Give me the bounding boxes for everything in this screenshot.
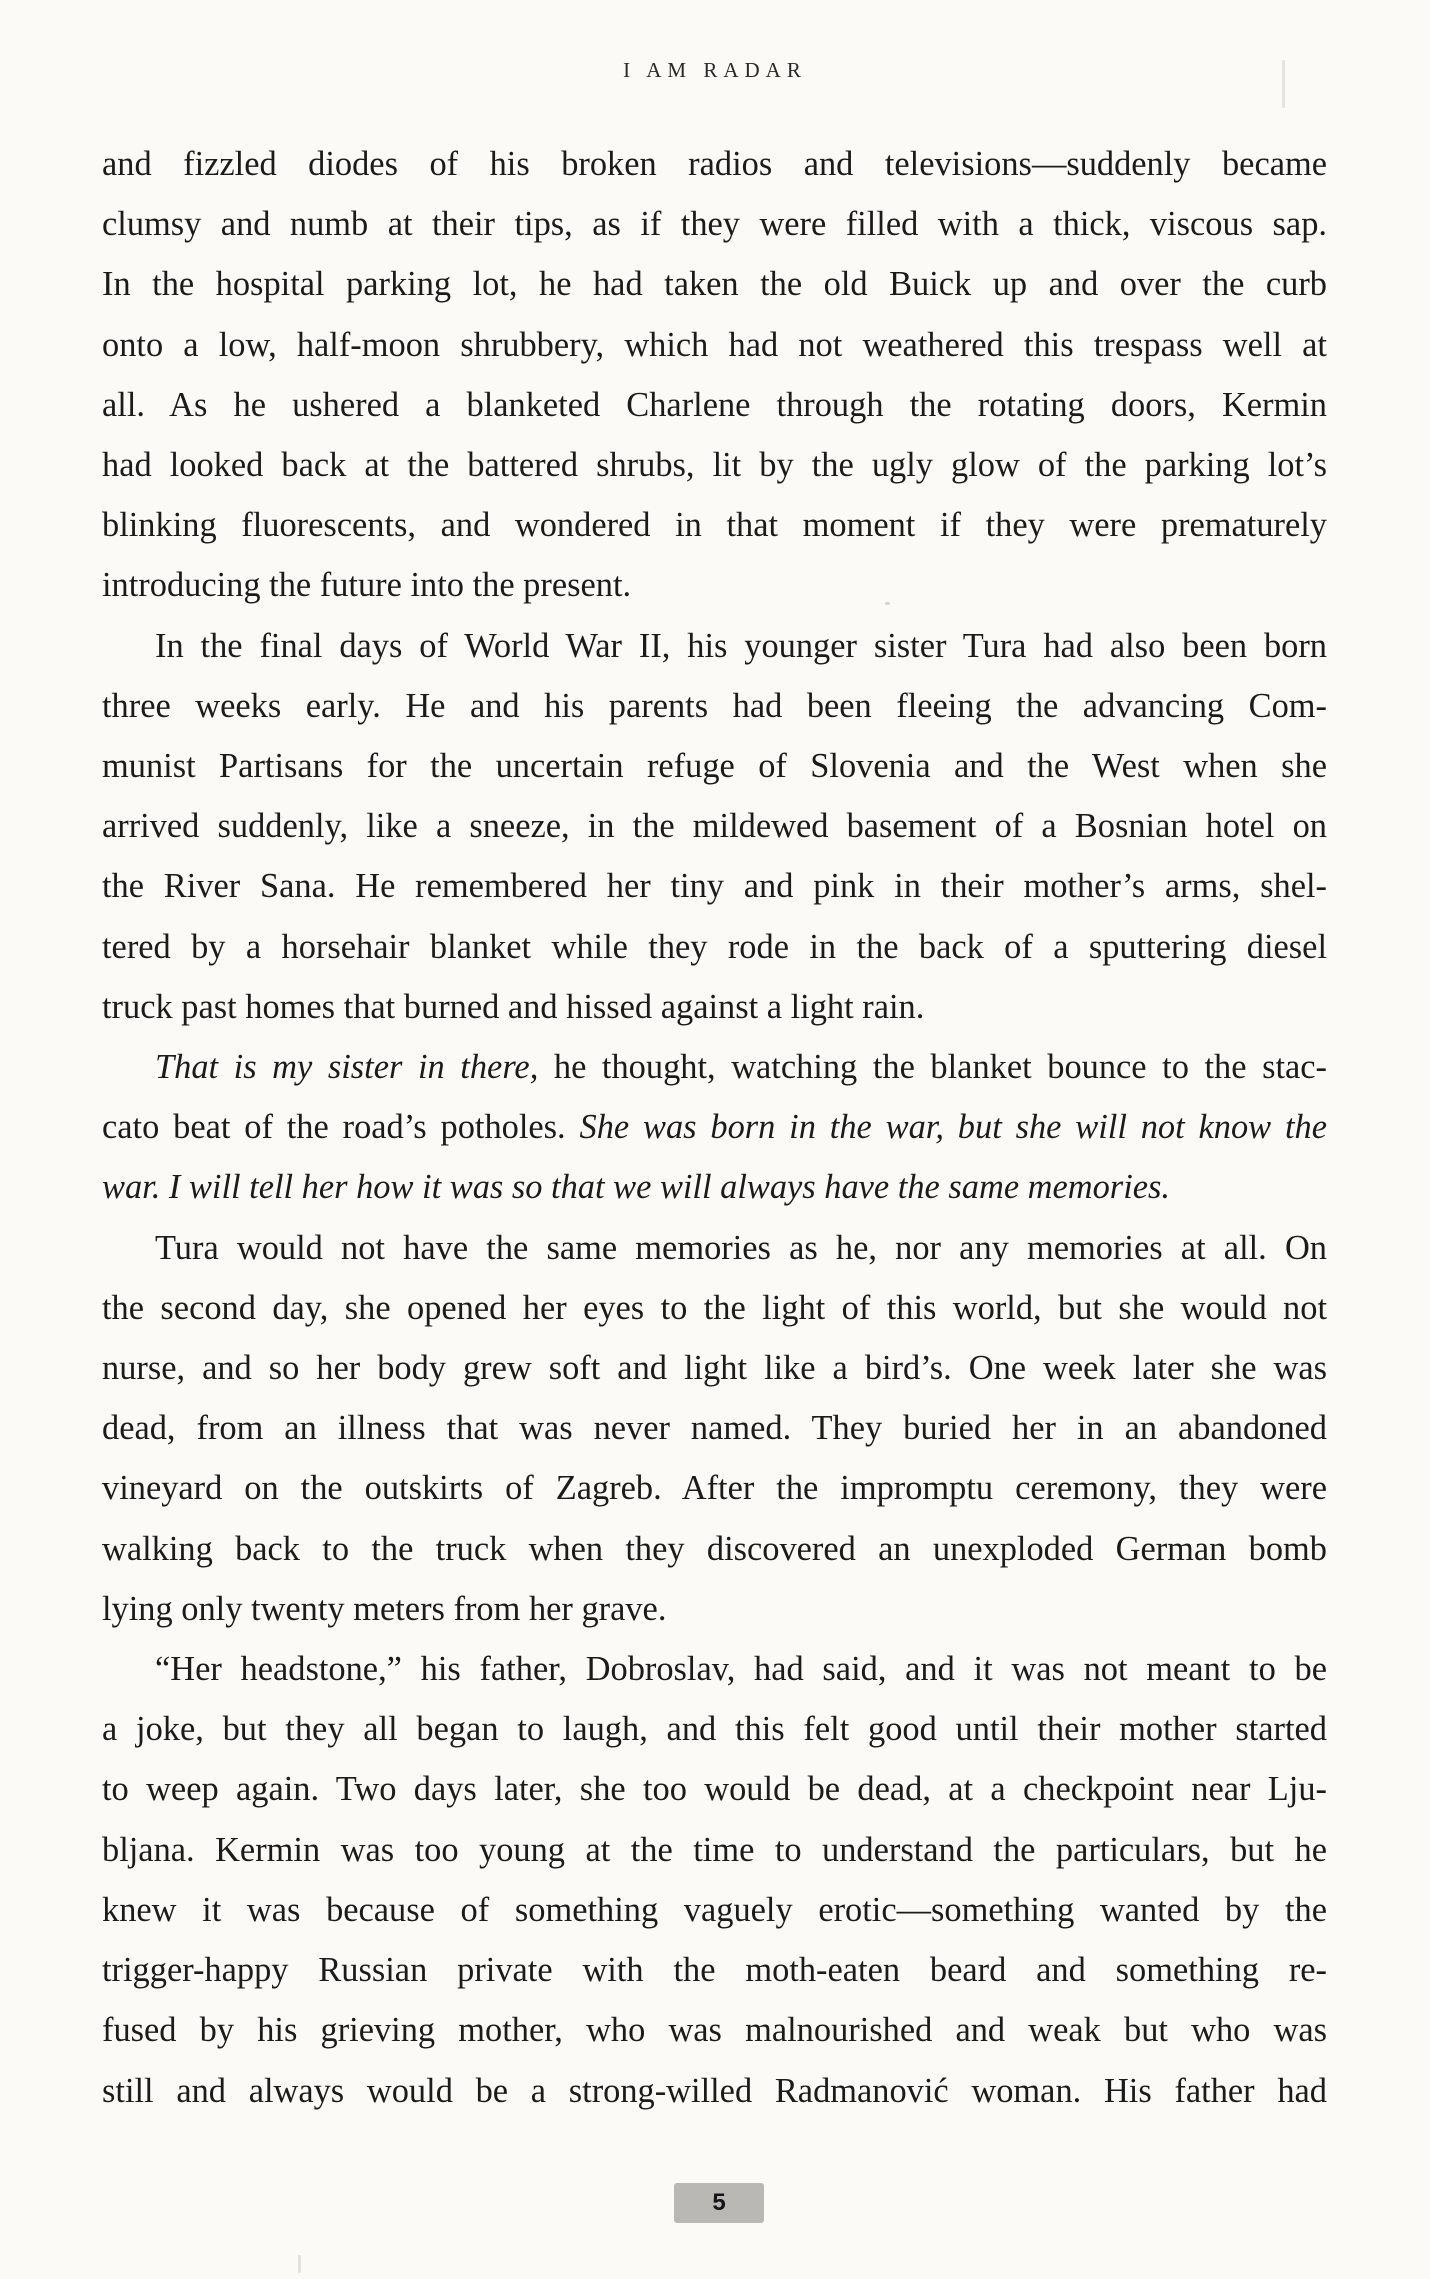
text-line: [102, 1639, 1327, 1699]
text-line: [102, 1037, 1327, 1097]
italic-text: That is my sister in there,: [155, 1048, 539, 1087]
text-run: vineyard on the outskirts of Zagreb. After the impromptu ceremony, they were: [102, 1469, 1327, 1508]
text-line: [102, 1278, 1327, 1338]
text-run: truck past homes that burned and hissed against a light rain.: [102, 987, 925, 1026]
text-run: bljana. Kermin was too young at the time to understand the particulars, but he: [102, 1830, 1327, 1869]
text-line: [102, 1218, 1327, 1278]
text-run: walking back to the truck when they discovered an unexploded German bomb: [102, 1529, 1327, 1568]
paper-speck: [885, 602, 890, 605]
text-run: had looked back at the battered shrubs, lit by the ugly glow of the parking lot’s: [102, 446, 1327, 485]
page-number: 5: [674, 2183, 764, 2223]
text-run: arrived suddenly, like a sneeze, in the mildewed basement of a Bosnian hotel on: [102, 807, 1327, 846]
text-line: [102, 315, 1327, 375]
text-run: lying only twenty meters from her grave.: [102, 1589, 667, 1628]
text-line: [102, 676, 1327, 736]
text-run: knew it was because of something vaguely erotic—something wanted by the: [102, 1890, 1327, 1929]
paragraph: [102, 1037, 1327, 1218]
text-line: [102, 1458, 1327, 1518]
text-run: a joke, but they all began to laugh, and this felt good until their mother started: [102, 1710, 1327, 1749]
text-run: tered by a horsehair blanket while they rode in the back of a sputtering diesel: [102, 927, 1327, 966]
text-line: [102, 1519, 1327, 1579]
text-run: he thought, watching the blanket bounce to the stac-: [538, 1048, 1327, 1087]
text-run: Tura would not have the same memories as he, nor any memories at all. On: [155, 1228, 1327, 1267]
text-line: [102, 917, 1327, 977]
text-run: fused by his grieving mother, who was malnourished and weak but who was: [102, 2011, 1327, 2050]
text-run: onto a low, half-moon shrubbery, which had not weathered this trespass well at: [102, 325, 1327, 364]
paper-speck: [1282, 60, 1285, 108]
text-line: [102, 194, 1327, 254]
text-line: [102, 375, 1327, 435]
text-line: [102, 2000, 1327, 2060]
text-line: [102, 1338, 1327, 1398]
text-line: [102, 1880, 1327, 1940]
text-line: [102, 736, 1327, 796]
text-run: dead, from an illness that was never named. They buried her in an abandoned: [102, 1409, 1327, 1448]
text-line: [102, 1820, 1327, 1880]
text-line: [102, 1699, 1327, 1759]
text-run: cato beat of the road’s potholes.: [102, 1108, 580, 1147]
text-line: [102, 254, 1327, 314]
text-run: and fizzled diodes of his broken radios and televisions—suddenly became: [102, 145, 1327, 183]
text-line: [102, 977, 1327, 1037]
paragraph: [102, 1218, 1327, 1639]
text-line: [102, 555, 1327, 615]
text-line: [102, 1157, 1327, 1217]
text-run: the River Sana. He remembered her tiny and pink in their mother’s arms, shel-: [102, 867, 1327, 906]
text-line: [102, 1579, 1327, 1639]
text-line: [102, 1398, 1327, 1458]
text-run: to weep again. Two days later, she too would be dead, at a checkpoint near Lju-: [102, 1770, 1327, 1809]
text-run: clumsy and numb at their tips, as if they were filled with a thick, viscous sap.: [102, 205, 1327, 244]
text-run: “Her headstone,” his father, Dobroslav, had said, and it was not meant to be: [155, 1650, 1327, 1689]
text-run: all. As he ushered a blanketed Charlene through the rotating doors, Kermin: [102, 385, 1327, 424]
running-head: I AM RADAR: [623, 58, 807, 82]
text-line: [102, 134, 1327, 194]
text-line: [102, 2061, 1327, 2121]
text-line: [102, 435, 1327, 495]
text-run: In the final days of World War II, his younger sister Tura had also been born: [155, 626, 1327, 665]
text-line: [102, 616, 1327, 676]
paragraph: [102, 616, 1327, 1037]
paragraph: [102, 1639, 1327, 2121]
italic-text: war. I will tell her how it was so that we will always have the same memories.: [102, 1168, 1170, 1207]
paper-speck: [298, 2255, 301, 2273]
text-line: [102, 1097, 1327, 1157]
text-run: still and always would be a strong-willed Radmanović woman. His father had: [102, 2071, 1327, 2110]
text-run: blinking fluorescents, and wondered in that moment if they were prematurely: [102, 506, 1327, 545]
body-text: [102, 134, 1327, 2121]
text-run: three weeks early. He and his parents had been fleeing the advancing Com-: [102, 686, 1327, 725]
text-line: [102, 495, 1327, 555]
paragraph: [102, 134, 1327, 616]
italic-text: She was born in the war, but she will not know the: [579, 1108, 1327, 1147]
text-line: [102, 1940, 1327, 2000]
text-run: trigger-happy Russian private with the moth-eaten beard and something re-: [102, 1951, 1327, 1990]
text-line: [102, 796, 1327, 856]
text-run: introducing the future into the present.: [102, 566, 632, 605]
text-run: In the hospital parking lot, he had taken the old Buick up and over the curb: [102, 265, 1327, 304]
text-run: nurse, and so her body grew soft and light like a bird’s. One week later she was: [102, 1349, 1327, 1388]
text-line: [102, 1759, 1327, 1819]
text-run: the second day, she opened her eyes to the light of this world, but she would not: [102, 1288, 1327, 1327]
text-run: munist Partisans for the uncertain refuge of Slovenia and the West when she: [102, 747, 1327, 786]
text-line: [102, 856, 1327, 916]
